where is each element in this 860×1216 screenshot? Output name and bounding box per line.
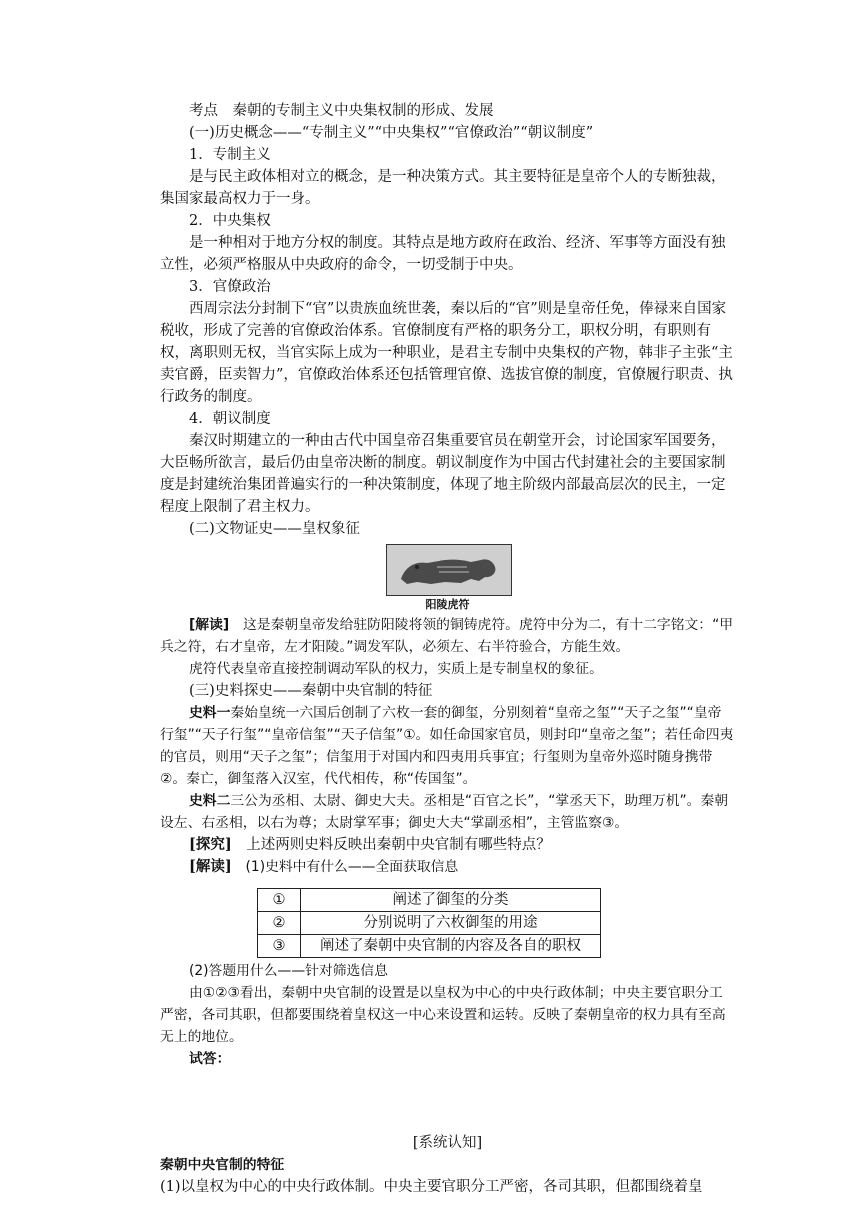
table-row [258,935,601,958]
interpretation-step-two: (2)答题用什么——针对筛选信息 [189,963,388,979]
table-row [258,889,601,912]
system-text: (1)以皇权为中心的中央行政体制。中央主要官职分工严密，各司其职，但都围绕着皇 [160,1179,703,1195]
section-heading-artifact: (二)文物证史——皇权象征 [189,521,360,537]
source-one [160,702,735,790]
system-subtitle: 秦朝中央官制的特征 [160,1157,285,1173]
section-heading-concepts: (一)历史概念——“专制主义”“中央集权”“官僚政治”“朝议制度” [189,125,594,141]
concept-title-3: 3．官僚政治 [189,279,271,295]
tiger-tally-figure [386,544,510,614]
artifact-conclusion: 虎符代表皇帝直接控制调动军队的权力，实质上是专制皇权的象征。 [189,661,603,677]
concept-text-3: 西周宗法分封制下“官”以贵族血统世袭，秦以后的“官”则是皇帝任免，俸禄来自国家税收，形成了完善的官僚政治体系。官僚制度有严格的职务分工，职权分明，有职则有权，离职则无权，当官实际上成为一种职业，是君主专制中央集权的产物，韩非子主张“主卖官爵，臣卖智力”，官僚政治体系还包括管理官僚、选拔官僚的制度，官僚履行职责、执行政务的制度。 [160,301,733,405]
inquiry-question [160,834,735,856]
section-heading-sources: (三)史料探史——秦朝中央官制的特征 [189,683,433,699]
table-cell-num: ① [258,889,301,912]
tanjiu-label: [探究] [189,836,232,853]
artifact-interpretation [160,614,735,658]
answer-label: 试答： [189,1051,231,1067]
table-cell-text: 阐述了御玺的分类 [301,889,601,912]
source-two-text: 三公为丞相、太尉、御史大夫。丞相是“百官之长”，“掌丞天下，助理万机”。秦朝设左、右丞相，以右为尊；太尉掌军事；御史大夫“掌副丞相”，主管监察③。 [160,793,729,831]
concept-title-2: 2．中央集权 [189,213,271,229]
tiger-tally-image [386,544,512,596]
table-cell-num: ③ [258,935,301,958]
source-one-label: 史料一 [189,705,231,721]
source-two [160,790,735,834]
system-heading: [系统认知] [412,1135,483,1151]
source-two-label: 史料二 [189,793,231,809]
page-title: 考点 秦朝的专制主义中央集权制的形成、发展 [189,103,494,119]
tiger-tally-icon [387,545,511,595]
table-cell-text: 分别说明了六枚御玺的用途 [301,912,601,935]
jiedu-label: [解读] [189,617,230,633]
concept-title-1: 1．专制主义 [189,147,271,163]
table-row [258,912,601,935]
concept-text-2: 是一种相对于地方分权的制度。其特点是地方政府在政治、经济、军事等方面没有独立性，必须严格服从中央政府的命令，一切受制于中央。 [160,235,726,273]
concept-text-1: 是与民主政体相对立的概念，是一种决策方式。其主要特征是皇帝个人的专断独裁，集国家最高权力于一身。 [160,169,726,207]
table-cell-num: ② [258,912,301,935]
step-two-text: 由①②③看出，秦朝中央官制的设置是以皇权为中心的中央行政体制；中央主要官职分工严密，各司其职，但都要围绕着皇权这一中心来设置和运转。反映了秦朝皇帝的权力具有至高无上的地位。 [160,985,726,1045]
step-one-text: (1)史料中有什么——全面获取信息 [231,859,459,875]
concept-text-4: 秦汉时期建立的一种由古代中国皇帝召集重要官员在朝堂开会，讨论国家军国要务，大臣畅所欲言，最后仍由皇帝决断的制度。朝议制度作为中国古代封建社会的主要国家制度是封建统治集团普遍实行的一种决策制度，体现了地主阶级内部最高层次的民主，一定程度上限制了君主权力。 [160,433,726,515]
figure-caption: 阳陵虎符 [425,598,470,611]
interpretation-step-one [160,856,735,878]
document-page [160,100,735,1198]
answer-space [160,1070,735,1132]
inquiry-question-text: 上述两则史料反映出秦朝中央官制有哪些特点？ [231,837,551,853]
jiedu-label-2: [解读] [189,858,232,875]
table-cell-text: 阐述了秦朝中央官制的内容及各自的职权 [301,935,601,958]
artifact-interpretation-text: 这是秦朝皇帝发给驻防阳陵将领的铜铸虎符。虎符中分为二，有十二字铭文：“甲兵之符，右才皇帝，左才阳陵。”调发军队，必须左、右半符验合，方能生效。 [160,617,734,655]
concept-title-4: 4．朝议制度 [189,411,271,427]
info-table [257,888,601,958]
source-one-text: 秦始皇统一六国后创制了六枚一套的御玺，分别刻着“皇帝之玺”“天子之玺”“皇帝行玺”“天子行玺”“皇帝信玺”“天子信玺”①。如任命国家官员，则封印“皇帝之玺”；若任命四夷的官员，则用“天子之玺”；信玺用于对国内和四夷用兵事宜；行玺则为皇帝外巡时随身携带②。秦亡，御玺落入汉室，代代相传，称“传国玺”。 [160,705,734,787]
